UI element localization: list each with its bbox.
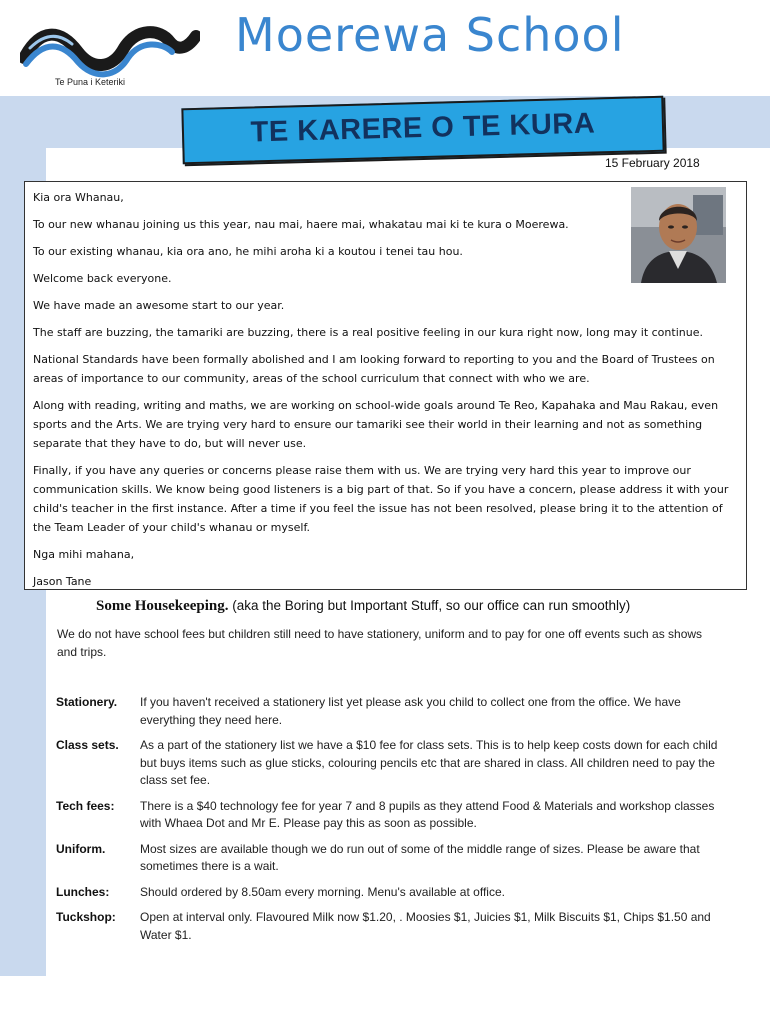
newsletter-date: 15 February 2018 [605,156,700,170]
list-item [56,798,736,833]
letter-paragraph: Nga mihi mahana, [33,548,135,561]
school-name: Moerewa School [235,8,625,62]
list-item [56,737,736,790]
list-item [56,841,736,876]
item-text: There is a $40 technology fee for year 7 and 8 pupils as they attend Food & Materials and workshop classes with Whaea Dot and Mr E. Please pay this as soon as possible. [140,798,715,830]
item-term: Uniform. [56,841,106,856]
newsletter-banner [181,96,664,165]
item-text: As a part of the stationery list we have a $10 fee for class sets. This is to help keep costs down for each child but buys items such as glue sticks, colouring pencils etc that are shared in class. All children need to pay the class set fee. [140,738,718,787]
letter-paragraph: Finally, if you have any queries or concerns please raise them with us. We are trying very hard this year to improve our communication skills. We know being good listeners is a big part of that. So if you have a concern, please address it with your child's teacher in the first instance. After a time if you feel the issue has not been resolved, please bring it to the attention of the Team Leader of your child's whanau or myself. [33,464,729,534]
list-item [56,694,736,729]
housekeeping-heading [96,598,630,615]
principal-photo [631,187,726,283]
housekeeping-list [56,694,736,952]
item-text: Should ordered by 8.50am every morning. Menu's available at office. [140,884,505,899]
item-text: Most sizes are available though we do run out of some of the middle range of sizes. Please be aware that sometimes there is a wait. [140,841,700,873]
item-text: If you haven't received a stationery list yet please ask you child to collect one from the office. We have everything they need here. [140,695,681,727]
item-term: Tech fees: [56,798,115,813]
item-text: Open at interval only. Flavoured Milk now $1.20, . Moosies $1, Juicies $1, Milk Biscuits $1, Chips $1.50 and Water $1. [140,910,711,942]
housekeeping-title: Some Housekeeping. [96,598,229,614]
letter-paragraph: To our existing whanau, kia ora ano, he mihi aroha ki a koutou i tenei tau hou. [33,245,463,258]
housekeeping-intro: We do not have school fees but children still need to have stationery, uniform and to pay for one off events such as shows and trips. [57,627,703,659]
letter-paragraph: Along with reading, writing and maths, we are working on school-wide goals around Te Reo, Kapahaka and Mau Rakau, even sports and the Arts. We are trying very hard to ensure our tamariki see their world in their learning and not as something separate that they have to do, but will never use. [33,399,719,450]
logo-subtitle: Te Puna i Keteriki [55,77,126,87]
letter-paragraph: We have made an awesome start to our year. [33,299,285,312]
letter-paragraph: National Standards have been formally abolished and I am looking forward to reporting to you and the Board of Trustees on areas of importance to our community, areas of the school curriculum that connect with who we are. [33,353,715,385]
letter-paragraph: Welcome back everyone. [33,272,172,285]
item-term: Lunches: [56,884,110,899]
letter-signature: Jason Tane [33,575,92,588]
list-item [56,909,736,944]
principal-letter [24,181,747,590]
letter-paragraph: Kia ora Whanau, [33,191,124,204]
housekeeping-subtitle: (aka the Boring but Important Stuff, so our office can run smoothly) [228,598,631,613]
item-term: Class sets. [56,738,119,752]
list-item [56,884,736,902]
letter-body [33,188,733,599]
letter-paragraph: The staff are buzzing, the tamariki are buzzing, there is a real positive feeling in our kura right now, long may it continue. [33,326,703,339]
item-term: Tuckshop: [56,910,116,924]
item-term: Stationery. [56,695,118,709]
banner-title: TE KARERE O TE KURA [250,107,596,149]
letter-paragraph: To our new whanau joining us this year, nau mai, haere mai, whakatau mai ki te kura o Moerewa. [33,218,569,231]
